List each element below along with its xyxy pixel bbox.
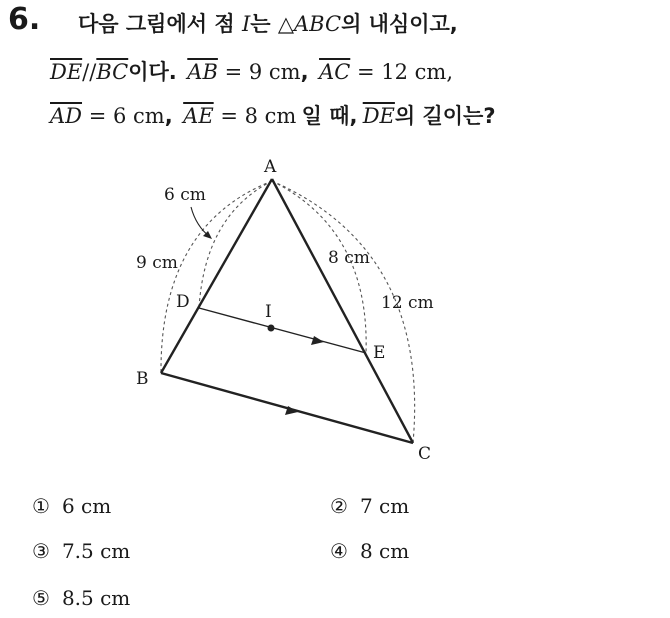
- point-i-ref: I: [241, 12, 251, 36]
- choice-3[interactable]: [32, 539, 130, 563]
- question-text: 의 내심이고,: [341, 12, 458, 36]
- point-d-label: D: [176, 292, 190, 312]
- segment-ab: $\overline{AB}$: [187, 60, 218, 84]
- point-e-label: E: [373, 343, 386, 363]
- segment-ae: $\overline{AE}$: [183, 104, 214, 128]
- choice-5[interactable]: [32, 586, 130, 610]
- choice-4-text: 8 cm: [359, 539, 410, 563]
- point-i-label: I: [265, 302, 272, 322]
- question-text: 일 때,: [301, 104, 358, 128]
- question-number: 6.: [8, 2, 41, 37]
- choice-3-text: 7.5 cm: [61, 539, 131, 563]
- label-ae-length: 8 cm: [328, 248, 370, 268]
- question-text: 는: [250, 12, 278, 36]
- segment-bc-line: [161, 373, 413, 443]
- choice-1-text: 6 cm: [61, 494, 112, 518]
- segment-ad: $\overline{AD}$: [50, 104, 83, 128]
- label-ac-length: 12 cm: [381, 293, 434, 313]
- point-c-label: C: [418, 444, 432, 464]
- separator: ,: [300, 60, 309, 84]
- separator: ,: [164, 104, 173, 128]
- segment-ab-line: [161, 179, 272, 373]
- segment-ab-value: = 9 cm: [217, 60, 301, 84]
- choice-3-number: ③: [32, 539, 50, 563]
- label-ab-length: 9 cm: [136, 253, 178, 273]
- question-text: 다음 그림에서 점: [78, 12, 242, 36]
- point-a-label: A: [264, 157, 277, 177]
- question-text: 이다.: [128, 60, 177, 84]
- question-text: 의 길이는?: [394, 104, 496, 128]
- choice-1-number: ①: [32, 494, 50, 518]
- choice-2-number: ②: [330, 494, 348, 518]
- choice-2-text: 7 cm: [359, 494, 410, 518]
- label-ad-length: 6 cm: [164, 185, 206, 205]
- parallel-symbol: //: [82, 60, 97, 84]
- choice-5-number: ⑤: [32, 586, 50, 610]
- choice-4[interactable]: [330, 539, 409, 563]
- segment-ac-value: = 12 cm: [350, 60, 447, 84]
- choice-5-text: 8.5 cm: [61, 586, 131, 610]
- point-b-label: B: [136, 369, 149, 389]
- incenter-point: [268, 325, 275, 332]
- choice-1[interactable]: [32, 494, 111, 518]
- triangle-name: ABC: [294, 12, 342, 36]
- segment-ae-value: = 8 cm: [213, 104, 297, 128]
- segment-ad-value: = 6 cm: [82, 104, 165, 128]
- choice-4-number: ④: [330, 539, 348, 563]
- segment-bc: $\overline{BC}$: [96, 60, 129, 84]
- segment-ac: $\overline{AC}$: [319, 60, 351, 84]
- segment-de: $\overline{DE}$: [50, 60, 83, 84]
- triangle-symbol: △: [277, 12, 294, 36]
- choice-2[interactable]: [330, 494, 409, 518]
- segment-de: $\overline{DE}$: [362, 104, 395, 128]
- separator: ,: [446, 60, 453, 84]
- segment-de-line: [199, 308, 366, 353]
